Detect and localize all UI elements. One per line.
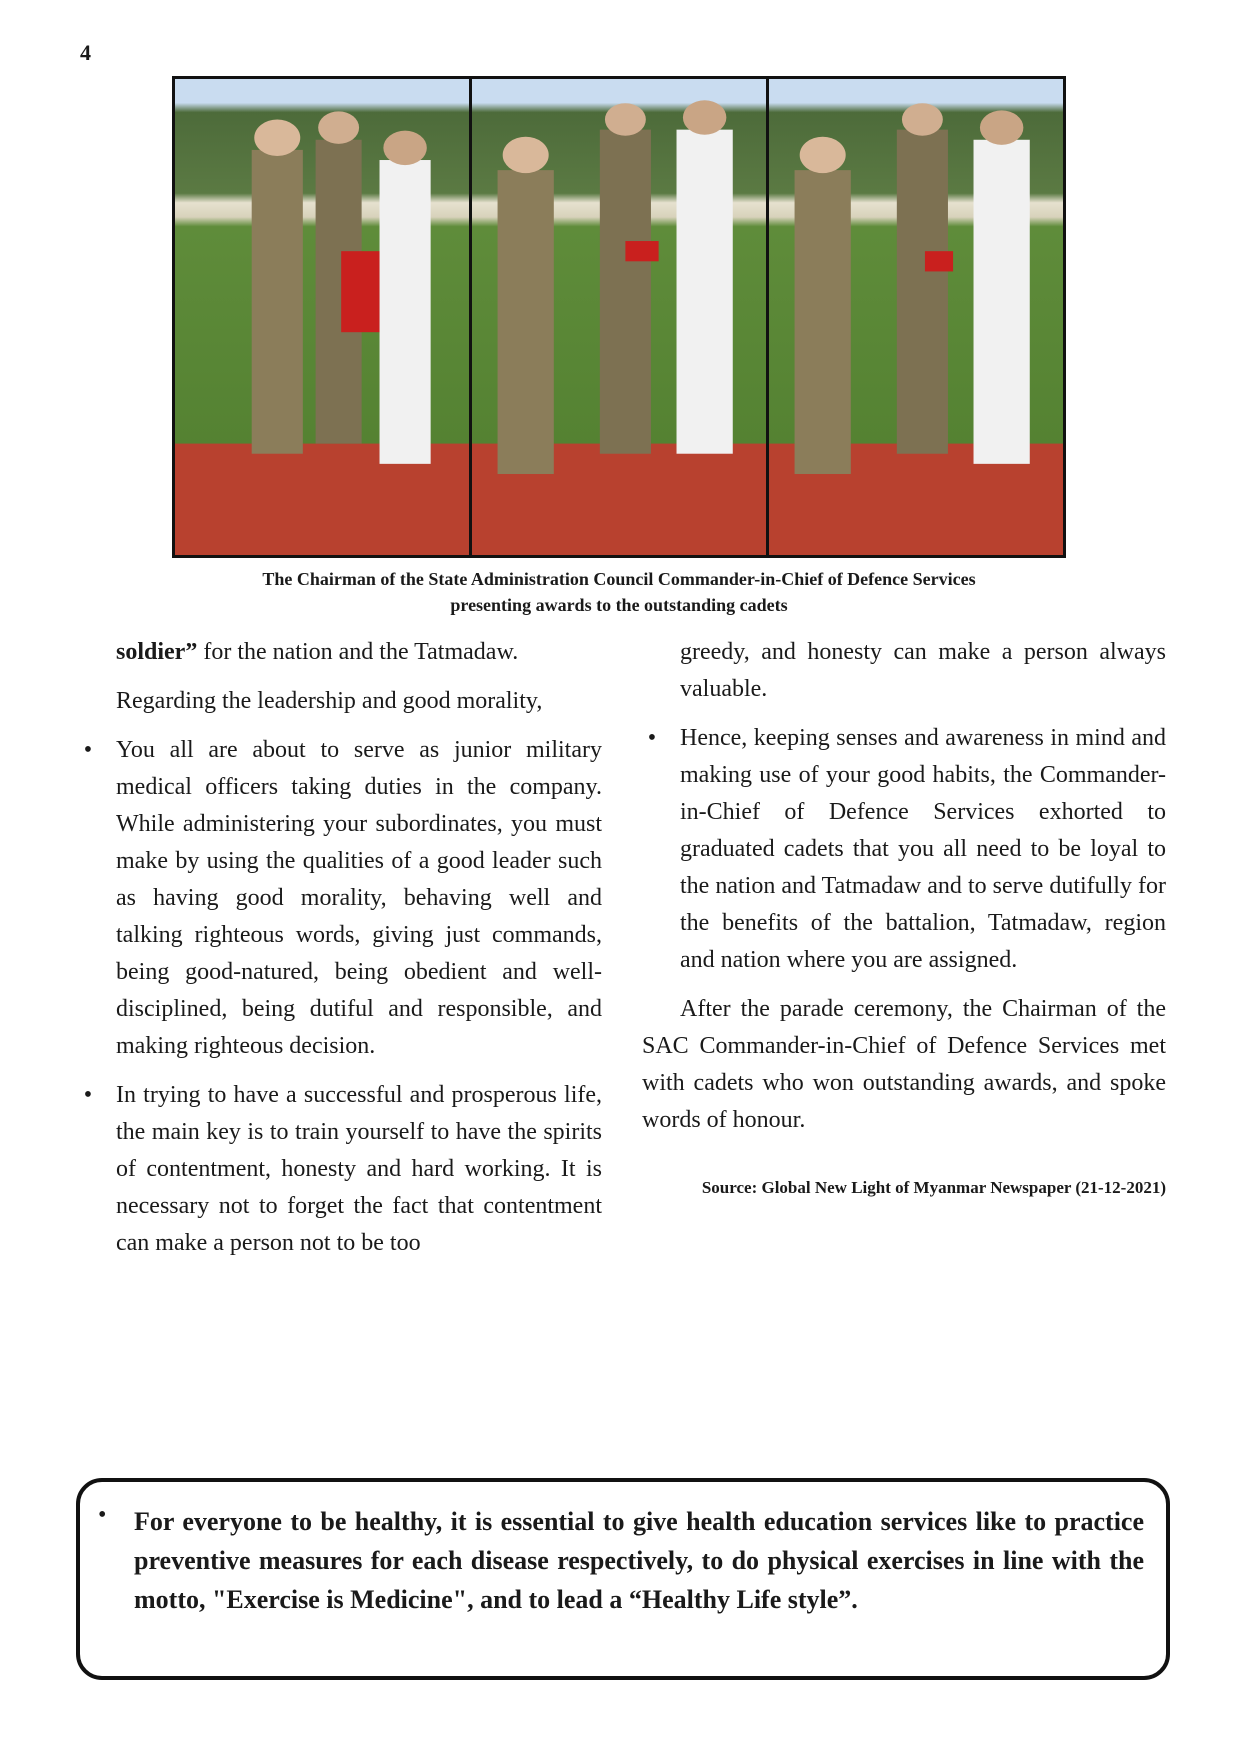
bullet-leadership-duties [78,732,602,1065]
left-column [78,634,602,1274]
bullet-dot-icon: • [83,1082,93,1108]
award-presentation-photo-icon [769,79,1063,555]
award-photo-1 [175,79,472,555]
photo-strip [172,76,1066,558]
bullet-dot-icon: • [98,1502,107,1528]
page-number: 4 [80,40,91,65]
continuation-paragraph [78,634,602,671]
health-message-box [76,1478,1170,1680]
health-message-text: For everyone to be healthy, it is essential to give health education services like to practice preventive measures for each disease respectively, to do physical exercises in line with the motto, "Exercise is Medicine", and to lead a “Healthy Life style”. [134,1507,1144,1614]
source-citation: Source: Global New Light of Myanmar Newspaper (21-12-2021) [701,1178,1166,1197]
bullet-text: In trying to have a successful and prosperous life, the main key is to train yourself to have the spirits of contentment, honesty and hard working. It is necessary not to forget the fact that contentment can make a person not to be too [116,1082,602,1256]
caption-line-2: presenting awards to the outstanding cadets [450,595,788,615]
award-photo-3 [769,79,1063,555]
bullet-senses-awareness [642,720,1166,979]
after-ceremony-paragraph: After the parade ceremony, the Chairman of the SAC Commander-in-Chief of Defence Services met with cadets who won outstanding awards, and spoke words of honour. [642,996,1166,1133]
caption-line-1: The Chairman of the State Administration Council Commander-in-Chief of Defence Services [262,569,976,589]
continuation-bold-text: soldier” [116,639,198,665]
right-column [642,634,1166,1206]
award-presentation-photo-icon [472,79,766,555]
continuation-paragraph-right: greedy, and honesty can make a person always valuable. [680,639,1166,702]
bullet-dot-icon: • [83,737,93,763]
bullet-successful-life [78,1077,602,1262]
bullet-text: Hence, keeping senses and awareness in mind and making use of your good habits, the Commander-in-Chief of Defence Services exhorted to graduated cadets that you all need to be loyal to the nation and Tatmadaw and to serve dutifully for the benefits of the battalion, Tatmadaw, region and nation where you are assigned. [680,725,1166,973]
award-presentation-photo-icon [175,79,469,555]
award-photo-2 [472,79,769,555]
bullet-dot-icon: • [647,725,657,751]
photo-caption [172,566,1066,618]
bullet-text: You all are about to serve as junior military medical officers taking duties in the company. While administering your subordinates, you must make by using the qualities of a good leader such as having good morality, behaving well and talking righteous words, giving just commands, being good-natured, being obedient and well-disciplined, being dutiful and responsible, and making righteous decision. [116,737,602,1059]
continuation-text: for the nation and the Tatmadaw. [197,639,519,665]
leadership-paragraph: Regarding the leadership and good morality, [116,688,543,714]
